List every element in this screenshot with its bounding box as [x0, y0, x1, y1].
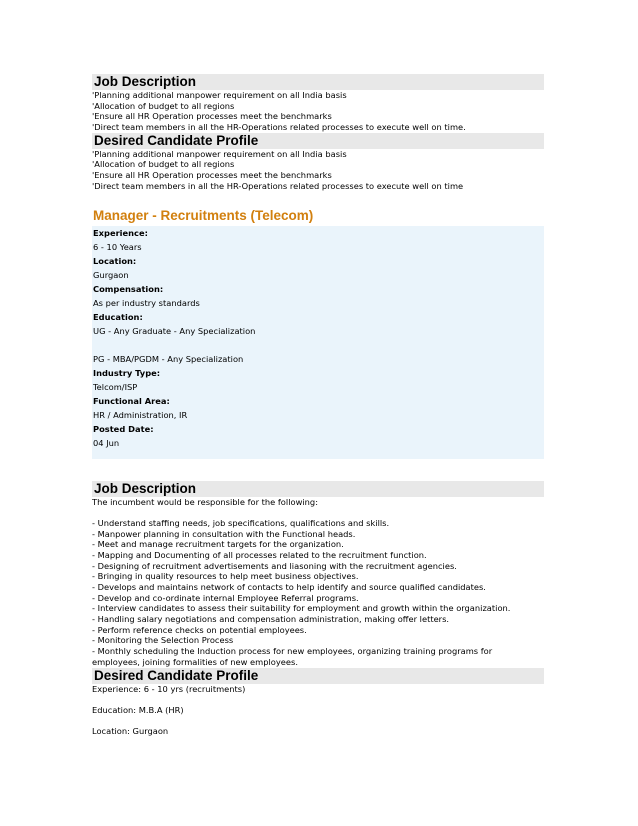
spacer	[92, 507, 544, 518]
posted-date-value: 04 Jun	[93, 437, 120, 448]
experience-label: Experience:	[93, 227, 148, 238]
education-pg-value: PG - MBA/PGDM - Any Specialization	[93, 353, 244, 364]
job-description-intro: The incumbent would be responsible for the following:	[92, 496, 318, 507]
job-description-line: 'Allocation of budget to all regions	[92, 100, 235, 111]
industry-type-value: Telcom/ISP	[93, 381, 138, 392]
job-duty-line: - Develop and co-ordinate internal Employee Referral programs.	[92, 592, 359, 603]
job-duty-line: - Meet and manage recruitment targets for the organization.	[92, 539, 344, 550]
job-duties-list	[92, 518, 544, 668]
job-duty-line: - Manpower planning in consultation with the Functional heads.	[92, 528, 356, 539]
job-description-list	[92, 90, 544, 133]
job-duty-line: employees, joining formalities of new employees.	[92, 656, 298, 667]
spacer	[92, 694, 544, 705]
job-duty-line: - Designing of recruitment advertisements and liasoning with the recruitment agencies.	[92, 560, 457, 571]
functional-area-label: Functional Area:	[93, 395, 170, 406]
posted-date-label: Posted Date:	[93, 423, 154, 434]
job-duty-line: - Interview candidates to assess their suitability for employment and growth within the organization.	[92, 603, 511, 614]
job-info-panel	[92, 226, 544, 459]
desired-profile-list	[92, 149, 544, 192]
desired-profile-line: 'Allocation of budget to all regions	[92, 159, 235, 170]
profile-education: Education: M.B.A (HR)	[92, 704, 184, 715]
section-gap	[92, 459, 544, 481]
desired-profile-header: Desired Candidate Profile	[92, 668, 544, 684]
desired-profile-line: 'Direct team members in all the HR-Operations related processes to execute well on time	[92, 180, 464, 191]
job-duty-line: - Monitoring the Selection Process	[92, 635, 234, 646]
job-duty-line: - Bringing in quality resources to help meet business objectives.	[92, 571, 359, 582]
job-duty-line: - Mapping and Documenting of all processes related to the recruitment function.	[92, 549, 427, 560]
location-label: Location:	[93, 255, 137, 266]
job-description-line: 'Ensure all HR Operation processes meet the benchmarks	[92, 111, 332, 122]
document-page	[92, 74, 544, 737]
job-description-line: 'Planning additional manpower requirement on all India basis	[92, 90, 347, 100]
education-label: Education:	[93, 311, 143, 322]
job-description-header: Job Description	[92, 74, 544, 90]
industry-type-label: Industry Type:	[93, 367, 161, 378]
job-description-header: Job Description	[92, 481, 544, 497]
desired-profile-header: Desired Candidate Profile	[92, 133, 544, 149]
job-title: Manager - Recruitments (Telecom)	[93, 207, 314, 223]
profile-location: Location: Gurgaon	[92, 726, 169, 737]
desired-profile-line: 'Planning additional manpower requirement on all India basis	[92, 148, 347, 159]
desired-profile-line: 'Ensure all HR Operation processes meet the benchmarks	[92, 170, 332, 181]
job-description-line: 'Direct team members in all the HR-Operations related processes to execute well on time.	[92, 122, 466, 133]
job-duty-line: - Perform reference checks on potential employees.	[92, 624, 307, 635]
job-duty-line: - Understand staffing needs, job specifications, qualifications and skills.	[92, 517, 390, 528]
job-duty-line: - Monthly scheduling the Induction process for new employees, organizing training programs for	[92, 646, 493, 657]
job-duty-line: - Develops and maintains network of contacts to help identify and source qualified candidates.	[92, 582, 486, 592]
job-duty-line: - Handling salary negotiations and compensation administration, making offer letters.	[92, 614, 450, 625]
education-ug-value: UG - Any Graduate - Any Specialization	[93, 325, 256, 336]
compensation-value: As per industry standards	[93, 297, 200, 308]
location-value: Gurgaon	[93, 269, 129, 280]
spacer	[92, 338, 544, 352]
functional-area-value: HR / Administration, IR	[93, 409, 188, 420]
profile-experience: Experience: 6 - 10 yrs (recruitments)	[92, 683, 246, 694]
spacer	[92, 716, 544, 727]
experience-value: 6 - 10 Years	[93, 241, 142, 252]
compensation-label: Compensation:	[93, 283, 164, 294]
